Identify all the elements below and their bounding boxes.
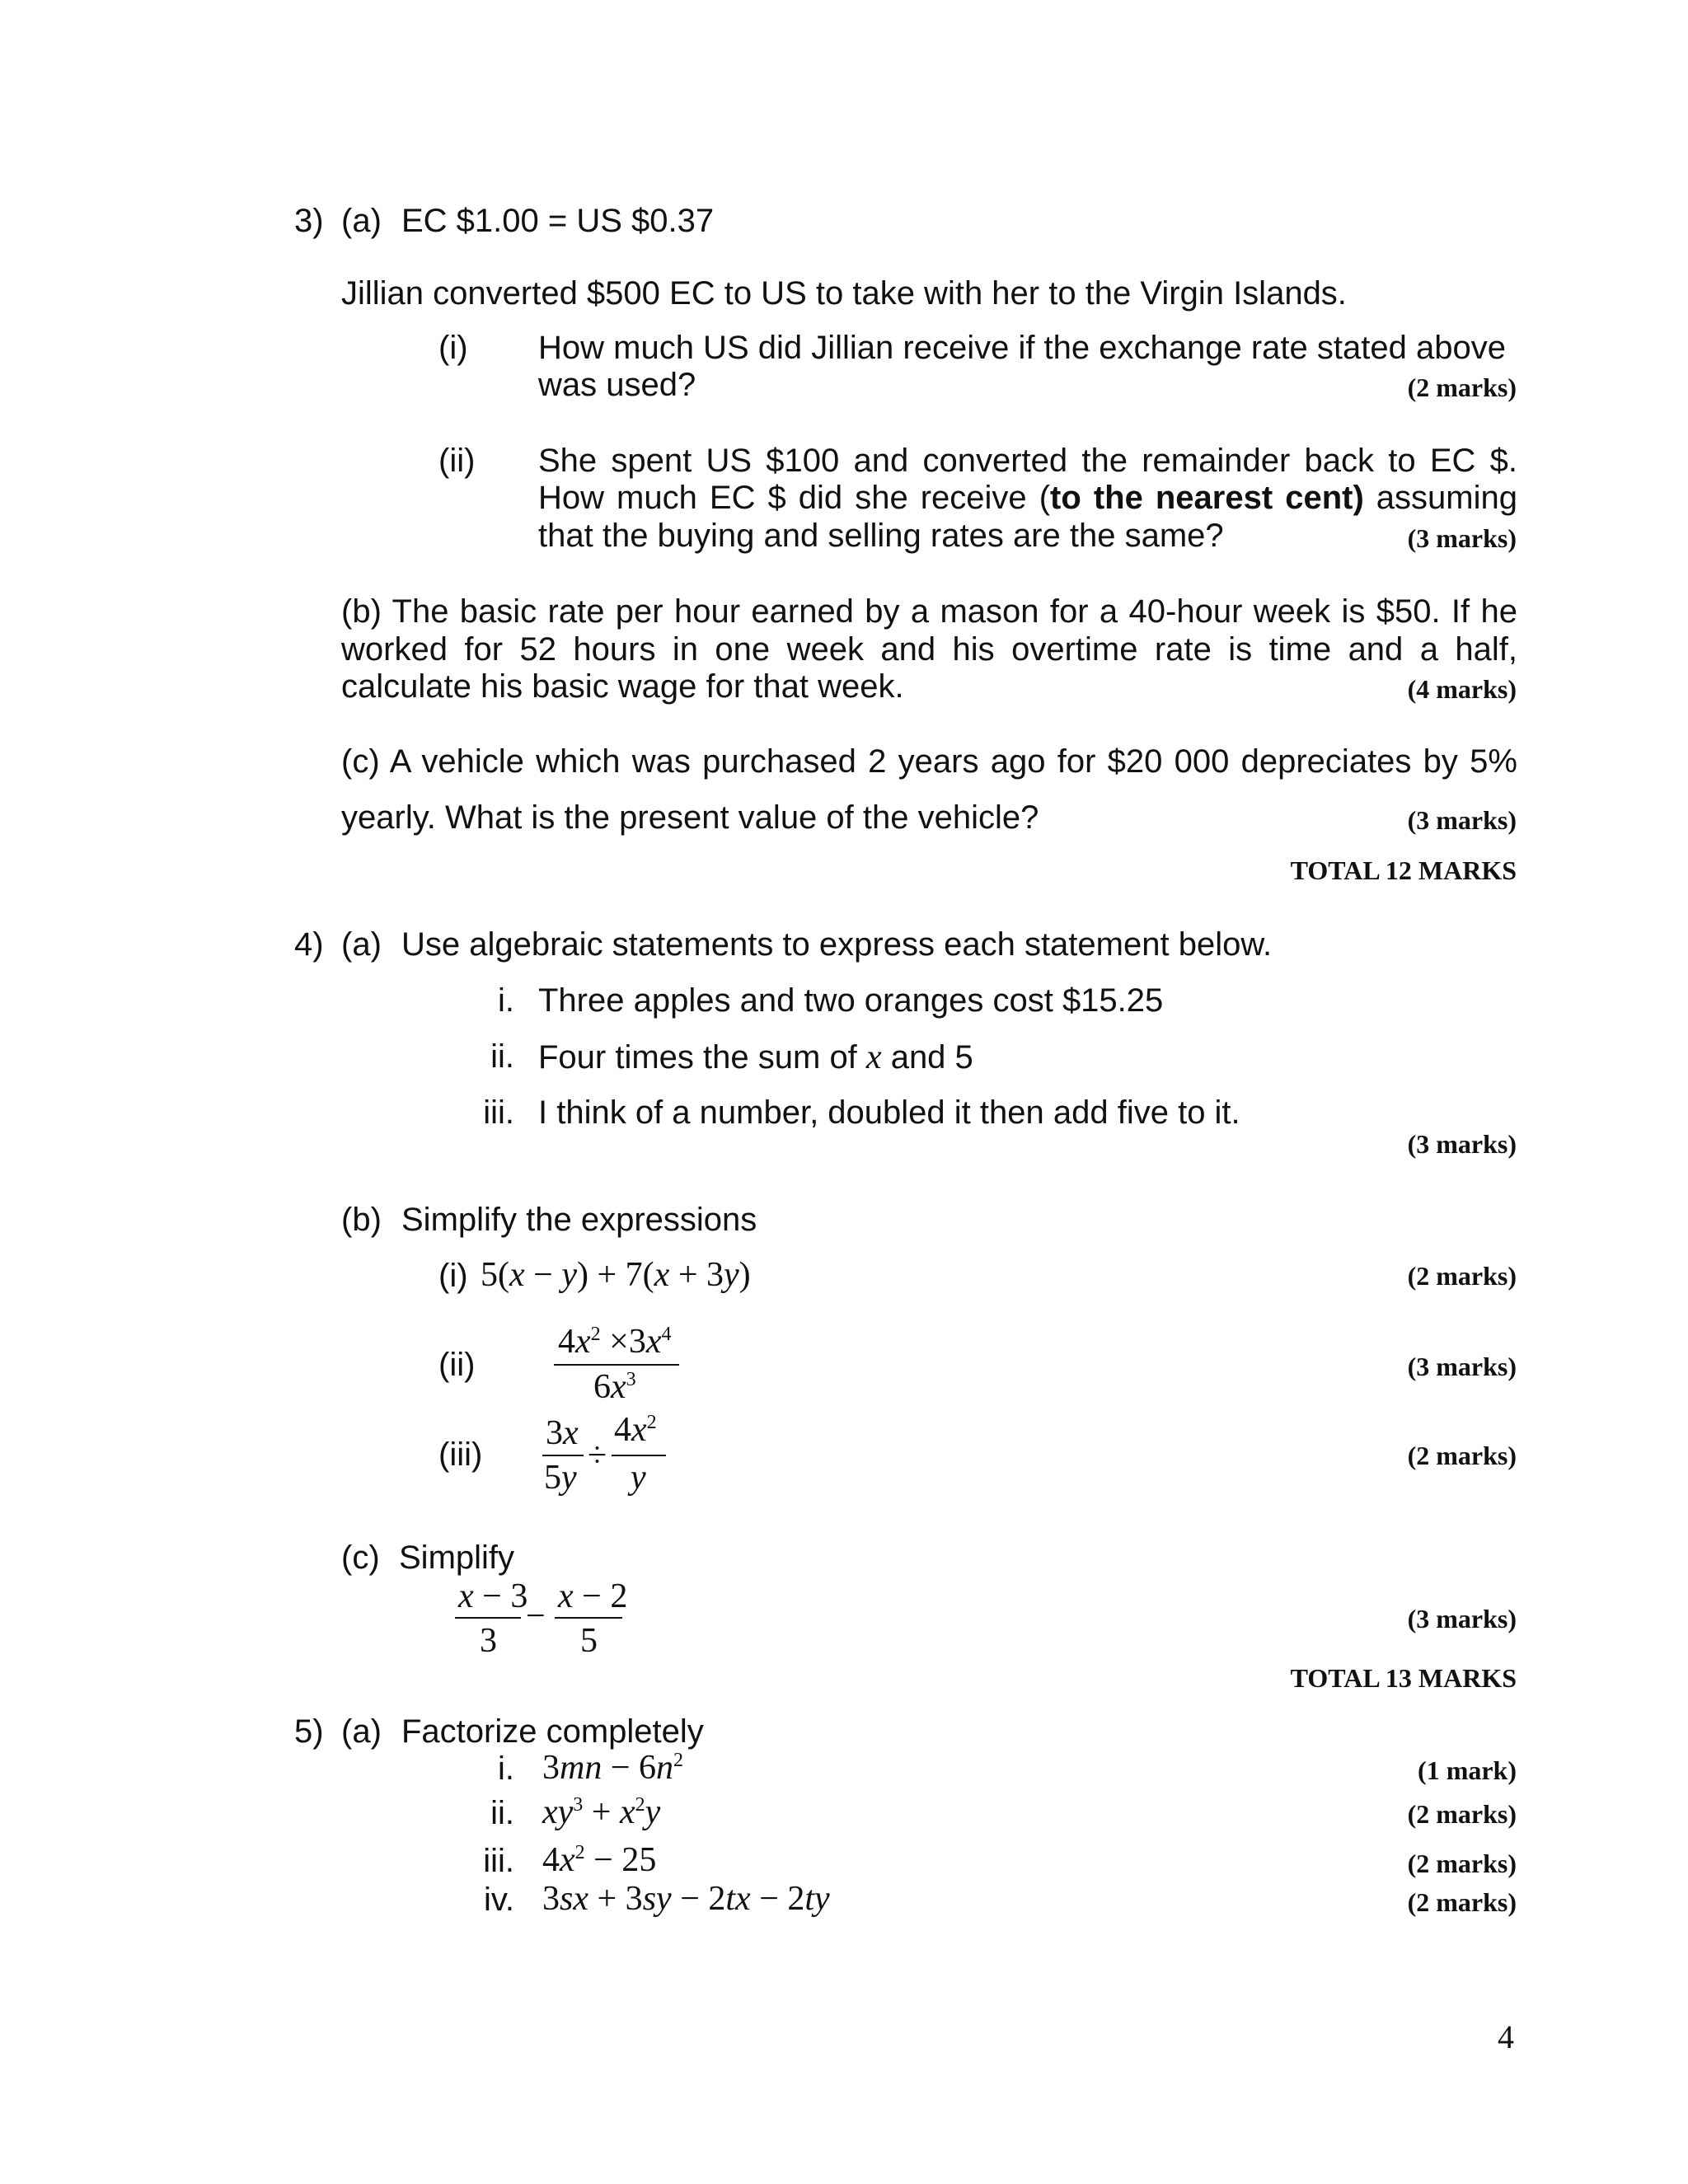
- subpart-i-label: (i): [438, 1258, 468, 1294]
- item-number: i.: [498, 982, 514, 1019]
- numerator: x − 2: [558, 1577, 628, 1615]
- marks-label: (2 marks): [1407, 1849, 1517, 1878]
- subpart-ii-line: She spent US $100 and converted the remainder back to EC $.: [538, 443, 1517, 479]
- part-b-label: (b): [341, 1202, 382, 1238]
- marks-label: (2 marks): [1407, 1441, 1517, 1470]
- marks-label: (2 marks): [1407, 373, 1517, 402]
- part-c-line: (c) A vehicle which was purchased 2 years ago for $20 000 depreciates by 5%: [341, 743, 1517, 780]
- item-number: i.: [498, 1750, 514, 1787]
- total-marks: TOTAL 12 MARKS: [1290, 855, 1517, 885]
- marks-label: (3 marks): [1407, 1352, 1517, 1381]
- subpart-ii-text: assuming: [1363, 480, 1517, 516]
- item-text: [538, 1040, 973, 1075]
- subpart-ii-text: How much EC $ did she receive (: [538, 480, 1051, 516]
- subpart-i-text: was used?: [538, 367, 696, 403]
- part-b-line: calculate his basic wage for that week.: [341, 668, 904, 705]
- total-marks: TOTAL 13 MARKS: [1290, 1663, 1517, 1693]
- math-variable: x: [865, 1038, 882, 1076]
- part-a-label: (a): [341, 926, 382, 963]
- item-number: iii.: [483, 1843, 514, 1879]
- marks-label: (3 marks): [1407, 1604, 1517, 1633]
- denominator: 5y: [544, 1459, 577, 1497]
- item-text-part: and 5: [881, 1039, 973, 1076]
- fraction-bar: [554, 1364, 679, 1366]
- numerator: $4x^2 \times 3x^4$: [558, 1323, 672, 1361]
- subpart-ii-label: (ii): [438, 443, 476, 479]
- question-number: 4): [294, 926, 324, 963]
- part-c-text: Simplify: [399, 1540, 515, 1576]
- question-number: 5): [294, 1713, 324, 1750]
- intro-text: Jillian converted $500 EC to US to take with her to the Virgin Islands.: [341, 275, 1347, 312]
- marks-label: (2 marks): [1407, 1887, 1517, 1917]
- part-c-line: yearly. What is the present value of the vehicle?: [341, 799, 1039, 836]
- item-number: ii.: [490, 1038, 514, 1075]
- part-a-text: Factorize completely: [401, 1713, 704, 1750]
- exchange-rate: EC $1.00 = US $0.37: [401, 203, 715, 239]
- numerator: $4x^2$: [614, 1411, 657, 1449]
- marks-label: (3 marks): [1407, 805, 1517, 835]
- part-c-label: (c): [341, 1540, 380, 1576]
- denominator: 3: [480, 1622, 497, 1660]
- expression: $xy^3 + x^2y$: [542, 1793, 661, 1831]
- item-number: iii.: [483, 1094, 514, 1131]
- part-a-label: (a): [341, 203, 382, 239]
- part-b-line: worked for 52 hours in one week and his overtime rate is time and a half,: [341, 631, 1517, 668]
- fraction-bar: [612, 1455, 666, 1456]
- page-number: 4: [1498, 2018, 1514, 2055]
- numerator: 3x: [546, 1414, 579, 1452]
- part-b-text: Simplify the expressions: [401, 1202, 757, 1238]
- minus-symbol: −: [526, 1597, 546, 1635]
- item-text-part: Four times the sum of: [538, 1039, 866, 1076]
- expression: 3sx + 3sy − 2tx − 2ty: [542, 1880, 830, 1918]
- marks-label: (4 marks): [1407, 674, 1517, 704]
- fraction-bar: [455, 1617, 521, 1619]
- denominator: $6x^3$: [593, 1368, 636, 1406]
- subpart-i-label: (i): [438, 330, 468, 366]
- item-number: iv.: [483, 1882, 514, 1918]
- subpart-ii-text: that the buying and selling rates are the same?: [538, 518, 1224, 554]
- marks-label: (1 mark): [1418, 1755, 1517, 1785]
- marks-label: (2 marks): [1407, 1799, 1517, 1829]
- numerator: x − 3: [458, 1577, 528, 1615]
- marks-label: (3 marks): [1407, 523, 1517, 553]
- emphasis-text: to the nearest cent): [1050, 480, 1364, 516]
- fraction-bar: [555, 1617, 622, 1619]
- denominator: 5: [580, 1622, 598, 1660]
- part-a-label: (a): [341, 1713, 382, 1750]
- expression-i: 5(x − y) + 7(x + 3y): [481, 1256, 751, 1294]
- divide-symbol: ÷: [588, 1436, 607, 1474]
- subpart-ii-label: (ii): [438, 1347, 476, 1383]
- item-number: ii.: [490, 1795, 514, 1831]
- part-b-line: (b) The basic rate per hour earned by a mason for a 40-hour week is $50. If he: [341, 593, 1517, 630]
- marks-label: (3 marks): [1407, 1129, 1517, 1159]
- denominator: y: [631, 1459, 646, 1497]
- marks-label: (2 marks): [1407, 1261, 1517, 1291]
- expression: $3mn - 6n^2$: [542, 1749, 684, 1787]
- subpart-i-text: How much US did Jillian receive if the exchange rate stated above: [538, 330, 1506, 366]
- subpart-iii-label: (iii): [438, 1436, 483, 1473]
- part-a-text: Use algebraic statements to express each statement below.: [401, 926, 1273, 963]
- item-text: Three apples and two oranges cost $15.25: [538, 982, 1164, 1019]
- fraction-bar: [542, 1455, 584, 1456]
- item-text: I think of a number, doubled it then add five to it.: [538, 1094, 1240, 1131]
- expression: $4x^2 - 25$: [542, 1841, 657, 1879]
- subpart-ii-line: [538, 481, 1517, 514]
- question-number: 3): [294, 203, 324, 239]
